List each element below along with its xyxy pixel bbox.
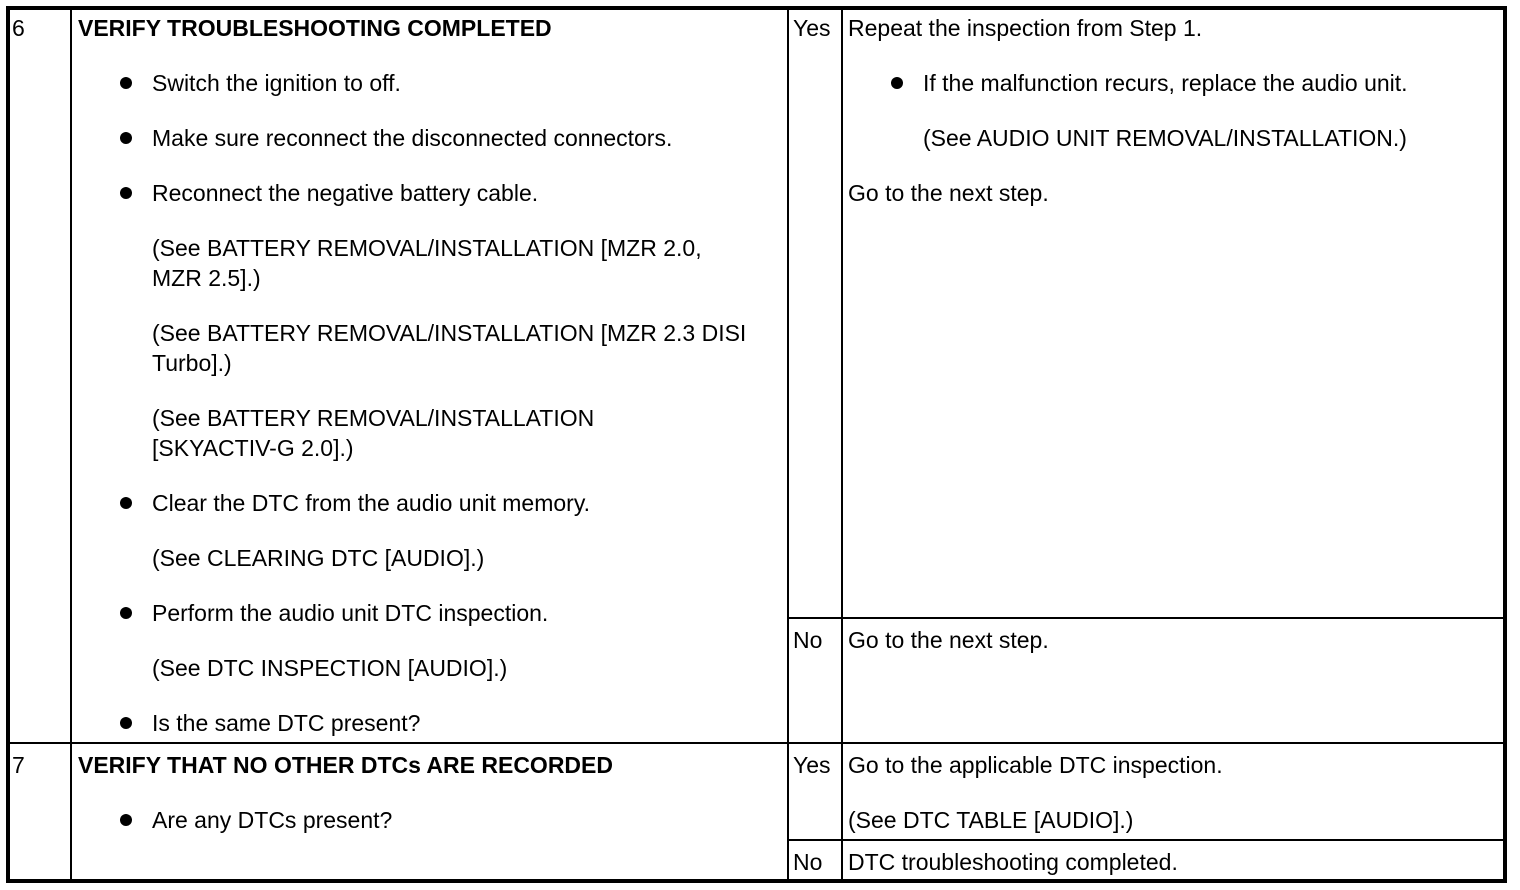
reference-note: (See BATTERY REMOVAL/INSTALLATION [MZR 2.0, MZR 2.5].) [152,235,702,291]
bullet-icon [120,132,132,144]
result-text: If the malfunction recurs, replace the audio unit. [923,70,1408,96]
result-text: Go to the next step. [848,180,1049,206]
bullet-icon [120,814,132,826]
step-number: 7 [12,752,25,778]
bullet-icon [120,77,132,89]
action-item: Switch the ignition to off. [152,70,401,96]
result-text: Go to the applicable DTC inspection. [848,752,1223,778]
result-text: Repeat the inspection from Step 1. [848,15,1203,41]
action-item: Clear the DTC from the audio unit memory. [152,490,591,516]
bullet-icon [120,717,132,729]
yes-label: Yes [793,752,831,778]
column-divider [70,8,72,881]
action-item: Are any DTCs present? [152,807,393,833]
no-label: No [793,849,823,875]
column-divider [841,8,843,881]
step-title: VERIFY TROUBLESHOOTING COMPLETED [78,15,552,41]
reference-note: (See DTC TABLE [AUDIO].) [848,807,1134,833]
bullet-icon [120,497,132,509]
step-number: 6 [12,15,25,41]
reference-note: (See DTC INSPECTION [AUDIO].) [152,655,508,681]
result-text: DTC troubleshooting completed. [848,849,1178,875]
reference-note: (See BATTERY REMOVAL/INSTALLATION [MZR 2.3 DISI Turbo].) [152,320,747,376]
action-item: Reconnect the negative battery cable. [152,180,539,206]
no-label: No [793,627,823,653]
action-item: Make sure reconnect the disconnected connectors. [152,125,673,151]
reference-note: (See AUDIO UNIT REMOVAL/INSTALLATION.) [923,125,1407,151]
bullet-icon [891,77,903,89]
yes-label: Yes [793,15,831,41]
yes-no-divider [787,617,1505,619]
bullet-icon [120,187,132,199]
reference-note: (See CLEARING DTC [AUDIO].) [152,545,485,571]
action-item: Perform the audio unit DTC inspection. [152,600,549,626]
row-divider [8,742,1505,744]
result-text: Go to the next step. [848,627,1049,653]
action-item: Is the same DTC present? [152,710,421,736]
step-title: VERIFY THAT NO OTHER DTCs ARE RECORDED [78,752,613,778]
reference-note: (See BATTERY REMOVAL/INSTALLATION [SKYACTIV-G 2.0].) [152,405,595,461]
yes-no-divider [787,839,1505,841]
bullet-icon [120,607,132,619]
column-divider [787,8,789,881]
